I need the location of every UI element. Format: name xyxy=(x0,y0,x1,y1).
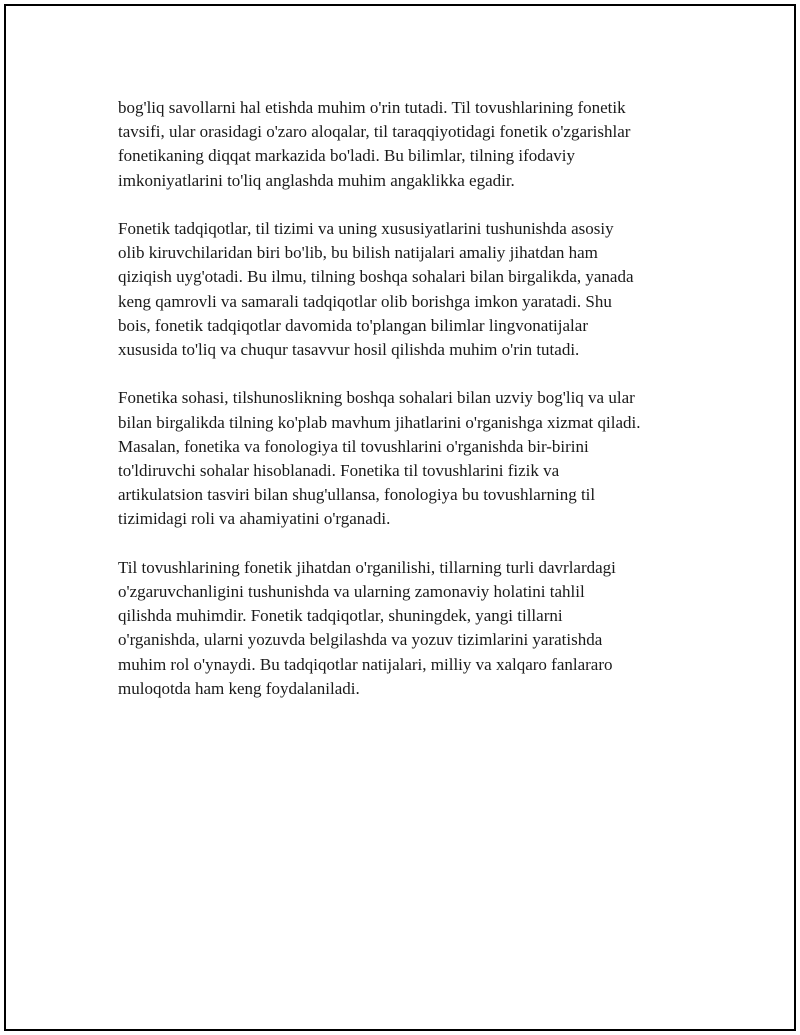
document-page xyxy=(4,4,796,1031)
paragraph-4 xyxy=(118,556,693,701)
paragraph-3 xyxy=(118,386,693,531)
paragraph-line: Fonetik tadqiqotlar, til tizimi va uning xususiyatlarini tushunishda asosiy xyxy=(118,219,614,238)
paragraph-line: tavsifi, ular orasidagi o'zaro aloqalar, til taraqqiyotidagi fonetik o'zgarishlar xyxy=(118,122,631,142)
paragraph-line: bilan birgalikda tilning ko'plab mavhum jihatlarini o'rganishga xizmat qiladi. xyxy=(118,412,641,432)
paragraph-2 xyxy=(118,217,693,362)
paragraph-line: fonetikaning diqqat markazida bo'ladi. Bu bilimlar, tilning ifodaviy xyxy=(118,146,576,166)
paragraph-line: keng qamrovli va samarali tadqiqotlar olib borishga imkon yaratadi. Shu xyxy=(118,291,612,311)
paragraph-line: tizimidagi roli va ahamiyatini o'rganadi. xyxy=(118,509,391,529)
paragraph-1 xyxy=(118,96,693,193)
paragraph-line: olib kiruvchilaridan biri bo'lib, bu bilish natijalari amaliy jihatdan ham xyxy=(118,243,598,263)
paragraph-line: muloqotda ham keng foydalaniladi. xyxy=(118,678,360,698)
document-body xyxy=(118,96,693,725)
paragraph-line: Masalan, fonetika va fonologiya til tovushlarini o'rganishda bir-birini xyxy=(118,436,589,456)
paragraph-line: imkoniyatlarini to'liq anglashda muhim angaklikka egadir. xyxy=(118,170,515,190)
paragraph-line: muhim rol o'ynaydi. Bu tadqiqotlar natijalari, milliy va xalqaro fanlararo xyxy=(118,654,613,674)
paragraph-line: o'rganishda, ularni yozuvda belgilashda va yozuv tizimlarini yaratishda xyxy=(118,630,603,650)
paragraph-line: to'ldiruvchi sohalar hisoblanadi. Fonetika til tovushlarini fizik va xyxy=(118,461,560,481)
paragraph-line: o'zgaruvchanligini tushunishda va ularning zamonaviy holatini tahlil xyxy=(118,582,585,602)
paragraph-line: Fonetika sohasi, tilshunoslikning boshqa sohalari bilan uzviy bog'liq va ular xyxy=(118,388,635,408)
paragraph-line: bois, fonetik tadqiqotlar davomida to'plangan bilimlar lingvonatijalar xyxy=(118,315,588,335)
paragraph-line: qiziqish uyg'otadi. Bu ilmu, tilning boshqa sohalari bilan birgalikda, yanada xyxy=(118,267,634,287)
paragraph-line: Til tovushlarining fonetik jihatdan o'rganilishi, tillarning turli davrlardagi xyxy=(118,557,616,577)
paragraph-line: bog'liq savollarni hal etishda muhim o'rin tutadi. Til tovushlarining fonetik xyxy=(118,98,626,117)
paragraph-line: xususida to'liq va chuqur tasavvur hosil qilishda muhim o'rin tutadi. xyxy=(118,340,580,360)
paragraph-line: artikulatsion tasviri bilan shug'ullansa, fonologiya bu tovushlarning til xyxy=(118,485,596,505)
paragraph-line: qilishda muhimdir. Fonetik tadqiqotlar, shuningdek, yangi tillarni xyxy=(118,606,563,626)
